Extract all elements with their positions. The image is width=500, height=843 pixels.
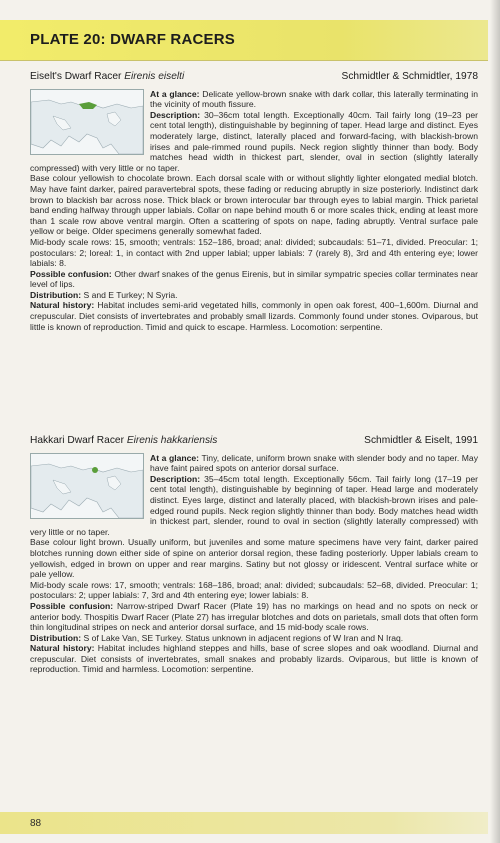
distribution: Distribution: S of Lake Van, SE Turkey. Status unknown in adjacent regions of W Iran and N Iraq. (30, 632, 404, 643)
base-colour: Base colour light brown. Usually uniform, but juveniles and some mature specimens have very faint, darker paired blotches running down either side of spine on anterior dorsal region, these fading posteriorly. Upper labials cream to yellowish, edged in brown on upper and rear margins. Satiny but not glossy or iridescent. Ventral surface white or pale yellow. (30, 537, 478, 580)
species-heading (30, 72, 478, 83)
species-name: Hakkari Dwarf Racer Eirenis hakkariensis (30, 435, 218, 446)
base-colour: Base colour yellowish to chocolate brown. Each dorsal scale with or without slightly lighter elongated medial blotch. May have faint darker, paired paravertebral spots, these fading or reducing abruptly in size posteriorly. Indistinct dark brown to blackish bar across nose. Thick black or brown interocular bar through eyes to labial margin. Thick parietal band ending halfway through upper labials. Collar on nape behind mouth 6 or more scales thick, ending at least more than 1 scale row above ventral margin. Often a scattering of spots on nape, fading abruptly. Ventral surface pale yellow or beige. Older specimens generally somewhat faded. (30, 173, 478, 237)
description: Description: 30–36cm total length. Exceptionally 40cm. Tail fairly long (19–23 per cent total length), distinguishable by beginning of taper. Head large and distinct. Eyes moderately large, distinct, laterally placed and forward-facing, with blackish-brown irises and pale-rimmed round pupils. Neck region slightly thinner than body. Body matches head width in thickest part, slender, oval in section (slightly laterally compressed) with very little or no taper. (30, 109, 478, 173)
at-a-glance: At a glance: Tiny, delicate, uniform brown snake with slender body and no taper. May have faint paired spots on anterior dorsal surface. (150, 452, 478, 474)
description: Description: 35–45cm total length. Exceptionally 56cm. Tail fairly long (17–19 per cent total length), distinguishable by beginning of taper. Head large and moderately distinct. Eyes large, distinct and laterally placed, with blackish-brown irises and pale-edged round pupils. Neck region slightly thinner than body. Body matches head width in thickest part, slender, round to oval in section (slightly laterally compressed) with very little or no taper. (30, 473, 478, 537)
natural-history: Natural history: Habitat includes semi-arid vegetated hills, commonly in open oak forest, 400–1,600m. Diurnal and crepuscular. Diet consists of invertebrates and probably small lizards. Commonly found under stones. Oviparous, but little is known of reproduction. Timid and quick to escape. Harmless. Locomotion: serpentine. (30, 300, 478, 332)
scalation: Mid-body scale rows: 17, smooth; ventrals: 168–186, broad; anal: divided; subcaudals: 52–68, divided. Preocular: 1; postoculars: 2; upper labials: 7, 3rd and 4th entering eye; lower labials: 8. (30, 579, 478, 601)
footer-band (0, 812, 488, 834)
at-a-glance: At a glance: Delicate yellow-brown snake with dark collar, this laterally terminating in the vicinity of mouth fissure. (150, 88, 478, 110)
distribution: Distribution: S and E Turkey; N Syria. (30, 289, 178, 300)
species-authority: Schmidtler & Eiselt, 1991 (364, 435, 478, 446)
possible-confusion: Possible confusion: Narrow-striped Dwarf Racer (Plate 19) has no markings on head and no spots on neck or anterior body. Thospitis Dwarf Racer (Plate 27) has irregular blotches and dots on parietals, small dots that often form thin longitudinal stripes on neck and anterior dorsal surface, and 15 mid-body scale rows. (30, 600, 478, 633)
species-name: Eiselt's Dwarf Racer Eirenis eiselti (30, 71, 185, 82)
plate-title: PLATE 20: DWARF RACERS (30, 31, 235, 48)
range-map-graphic (31, 454, 143, 518)
species-entry-hakkariensis (30, 436, 478, 675)
page-edge-shadow (490, 0, 500, 843)
range-map-graphic (31, 90, 143, 154)
latin-name: Eirenis hakkariensis (126, 435, 218, 446)
species-entry-eiselti (30, 72, 478, 332)
species-heading (30, 436, 478, 447)
natural-history: Natural history: Habitat includes highland steppes and hills, base of scree slopes and oak woodland. Diurnal and crepuscular. Diet consists of invertebrates, small snakes and probably lizards. Oviparous, but little is known of reproduction. Timid and harmless. Locomotion: serpentine. (30, 643, 478, 675)
latin-name: Eirenis eiselti (124, 71, 185, 82)
possible-confusion: Possible confusion: Other dwarf snakes of the genus Eirenis, but in similar sympatric species collar terminates near level of lips. (30, 268, 478, 290)
page-number: 88 (30, 818, 42, 829)
range-map (30, 453, 144, 519)
range-map (30, 89, 144, 155)
species-authority: Schmidtler & Schmidtler, 1978 (341, 71, 478, 82)
scalation: Mid-body scale rows: 15, smooth; ventrals: 152–186, broad; anal: divided; subcaudals: 51–71, divided. Preocular: 1; postoculars: 2; loreal: 1, in contact with 2nd upper labial; upper labials: 7 (rarely 8), 3rd and 4th entering eye; lower labials: 8. (30, 236, 478, 269)
